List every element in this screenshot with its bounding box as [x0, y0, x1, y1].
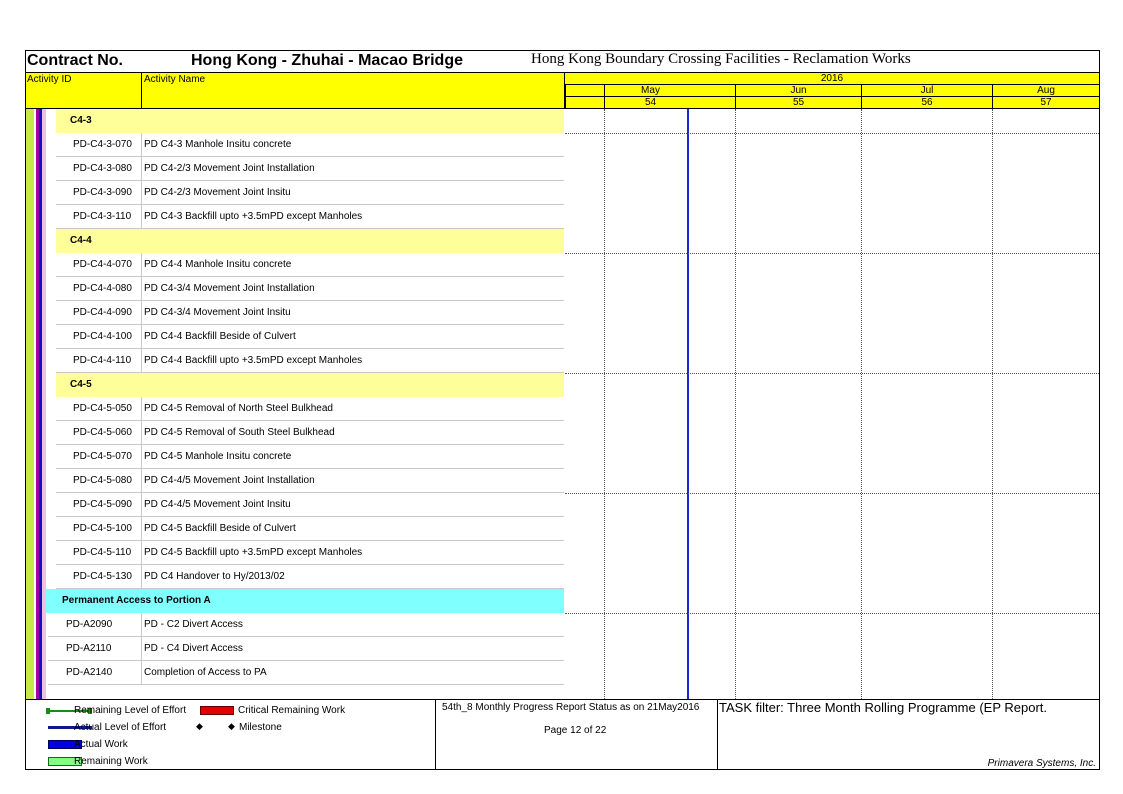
activity-name: PD C4-5 Backfill upto +3.5mPD except Manholes — [144, 547, 363, 558]
critical-swatch — [200, 706, 234, 715]
wbs-code: C4-5 — [70, 379, 92, 390]
cell-divider — [141, 133, 142, 157]
activity-row[interactable] — [48, 661, 564, 685]
gantt-gridline — [565, 493, 1099, 494]
report-frame — [25, 50, 1100, 770]
gantt-gridline — [565, 253, 1099, 254]
activity-row[interactable] — [56, 253, 564, 277]
activity-id: PD-C4-5-080 — [73, 475, 132, 486]
activity-id: PD-C4-4-080 — [73, 283, 132, 294]
activity-id: PD-C4-5-110 — [73, 547, 132, 558]
footer-divider — [435, 700, 436, 769]
timeline-week: 54 — [565, 97, 735, 109]
works-title: Hong Kong Boundary Crossing Facilities - Reclamation Works — [531, 51, 911, 67]
legend-actual-work: Actual Work — [74, 739, 128, 750]
cell-divider — [141, 397, 142, 421]
activity-name: PD C4-2/3 Movement Joint Insitu — [144, 187, 291, 198]
gantt-gridline — [565, 133, 1099, 134]
task-filter: TASK filter: Three Month Rolling Programme (EP Report. — [719, 700, 1048, 715]
timeline-month: Aug — [992, 85, 1099, 97]
cell-divider — [141, 637, 142, 661]
legend-footer — [26, 700, 1099, 769]
activity-row[interactable] — [56, 205, 564, 229]
activity-row[interactable] — [56, 301, 564, 325]
activity-id: PD-C4-4-110 — [73, 355, 132, 366]
report-status: 54th_8 Monthly Progress Report Status as on 21May2016 — [442, 702, 700, 713]
activity-row[interactable] — [56, 133, 564, 157]
legend-milestone: Milestone — [239, 722, 282, 733]
activity-name: PD C4-4/5 Movement Joint Installation — [144, 475, 315, 486]
contract-label: Contract No. — [27, 52, 123, 69]
legend-remaining-loe: Remaining Level of Effort — [74, 705, 187, 716]
activity-id: PD-C4-5-070 — [73, 451, 132, 462]
activity-name: PD C4-5 Removal of North Steel Bulkhead — [144, 403, 333, 414]
activity-id: PD-C4-4-070 — [73, 259, 132, 270]
page-number: Page 12 of 22 — [544, 725, 607, 736]
cell-divider — [141, 157, 142, 181]
activity-row[interactable] — [56, 469, 564, 493]
activity-name: PD C4-3 Manhole Insitu concrete — [144, 139, 292, 150]
gantt-gridline — [604, 109, 605, 699]
activity-name: PD C4-4 Backfill upto +3.5mPD except Manholes — [144, 355, 363, 366]
wbs-group-row[interactable] — [56, 109, 564, 133]
activity-row[interactable] — [56, 157, 564, 181]
activity-row[interactable] — [56, 349, 564, 373]
activity-id-header[interactable]: Activity ID — [27, 74, 72, 85]
activity-row[interactable] — [56, 541, 564, 565]
activity-name-header[interactable]: Activity Name — [144, 74, 206, 85]
activity-id: PD-C4-3-090 — [73, 187, 132, 198]
wbs-code: C4-4 — [70, 235, 92, 246]
activity-name: PD C4-4 Backfill Beside of Culvert — [144, 331, 296, 342]
cell-divider — [141, 301, 142, 325]
wbs-group-row[interactable] — [56, 229, 564, 253]
activity-row[interactable] — [56, 181, 564, 205]
activity-id: PD-A2110 — [66, 643, 112, 654]
legend-critical: Critical Remaining Work — [238, 705, 346, 716]
cell-divider — [141, 205, 142, 229]
cell-divider — [141, 181, 142, 205]
activity-name: PD C4-3 Backfill upto +3.5mPD except Manholes — [144, 211, 363, 222]
cell-divider — [141, 277, 142, 301]
column-header — [26, 72, 1099, 109]
activity-row[interactable] — [56, 421, 564, 445]
cell-divider — [141, 469, 142, 493]
activity-id: PD-C4-3-070 — [73, 139, 132, 150]
timeline-month: Jul — [861, 85, 992, 97]
timeline-week: 55 — [735, 97, 861, 109]
cell-divider — [141, 661, 142, 685]
wbs-group-row[interactable] — [46, 589, 564, 613]
cell-divider — [141, 349, 142, 373]
activity-id: PD-A2140 — [66, 667, 113, 678]
wbs-code: C4-3 — [70, 115, 92, 126]
activity-row[interactable] — [56, 277, 564, 301]
activity-row[interactable] — [48, 637, 564, 661]
timeline-month: May — [565, 85, 735, 97]
activity-id: PD-C4-3-110 — [73, 211, 132, 222]
timeline-week: 56 — [861, 97, 992, 109]
wbs-code: Permanent Access to Portion A — [62, 595, 211, 606]
cell-divider — [141, 613, 142, 637]
activity-name: PD C4-3/4 Movement Joint Installation — [144, 283, 315, 294]
milestone-diamond-icon: ◆ — [228, 721, 235, 731]
activity-name: PD - C2 Divert Access — [144, 619, 243, 630]
footer-divider — [717, 700, 718, 769]
activity-id: PD-C4-3-080 — [73, 163, 132, 174]
activity-row[interactable] — [56, 493, 564, 517]
gantt-gridline — [861, 109, 862, 699]
activity-name: PD C4-5 Backfill Beside of Culvert — [144, 523, 296, 534]
cell-divider — [141, 421, 142, 445]
timeline-month: Jun — [735, 85, 861, 97]
milestone-diamond-icon: ◆ — [196, 721, 203, 731]
activity-row[interactable] — [56, 517, 564, 541]
data-date-line — [687, 109, 689, 699]
legend-actual-loe: Actual Level of Effort — [74, 722, 167, 733]
gantt-gridline — [565, 373, 1099, 374]
activity-id: PD-C4-5-090 — [73, 499, 132, 510]
cell-divider — [141, 253, 142, 277]
cell-divider — [141, 325, 142, 349]
cell-divider — [141, 541, 142, 565]
timeline-subdivision — [604, 85, 605, 109]
vendor-credit: Primavera Systems, Inc. — [987, 758, 1096, 769]
project-title: Hong Kong - Zhuhai - Macao Bridge — [191, 52, 463, 69]
gantt-gridline — [735, 109, 736, 699]
gantt-area — [565, 109, 1099, 699]
header-divider — [141, 73, 142, 109]
title-row — [26, 51, 1099, 72]
activity-id: PD-C4-4-090 — [73, 307, 132, 318]
gantt-gridline — [992, 109, 993, 699]
activity-name: PD C4-3/4 Movement Joint Insitu — [144, 307, 291, 318]
activity-id: PD-C4-4-100 — [73, 331, 132, 342]
cell-divider — [141, 445, 142, 469]
activity-id: PD-C4-5-050 — [73, 403, 132, 414]
activity-row[interactable] — [56, 565, 564, 589]
activity-id: PD-C4-5-130 — [73, 571, 132, 582]
timeline-year: 2016 — [565, 73, 1099, 85]
activity-name: PD C4 Handover to Hy/2013/02 — [144, 571, 285, 582]
legend-remaining-work: Remaining Work — [74, 756, 148, 767]
cell-divider — [141, 493, 142, 517]
activity-id: PD-C4-5-060 — [73, 427, 132, 438]
activity-name: PD C4-5 Removal of South Steel Bulkhead — [144, 427, 335, 438]
activity-row[interactable] — [56, 397, 564, 421]
activity-name: PD C4-5 Manhole Insitu concrete — [144, 451, 292, 462]
activity-name: Completion of Access to PA — [144, 667, 267, 678]
cell-divider — [141, 517, 142, 541]
activity-row[interactable] — [56, 445, 564, 469]
activity-name: PD - C4 Divert Access — [144, 643, 243, 654]
activity-row[interactable] — [56, 325, 564, 349]
activity-id: PD-A2090 — [66, 619, 113, 630]
wbs-group-row[interactable] — [56, 373, 564, 397]
activity-name: PD C4-4 Manhole Insitu concrete — [144, 259, 292, 270]
activity-name: PD C4-4/5 Movement Joint Insitu — [144, 499, 291, 510]
wbs-stripe — [26, 109, 34, 699]
activity-row[interactable] — [48, 613, 564, 637]
timeline-week: 57 — [992, 97, 1099, 109]
activity-name: PD C4-2/3 Movement Joint Installation — [144, 163, 315, 174]
cell-divider — [141, 565, 142, 589]
gantt-gridline — [565, 613, 1099, 614]
activity-id: PD-C4-5-100 — [73, 523, 132, 534]
remaining-loe-swatch-end — [46, 708, 50, 714]
